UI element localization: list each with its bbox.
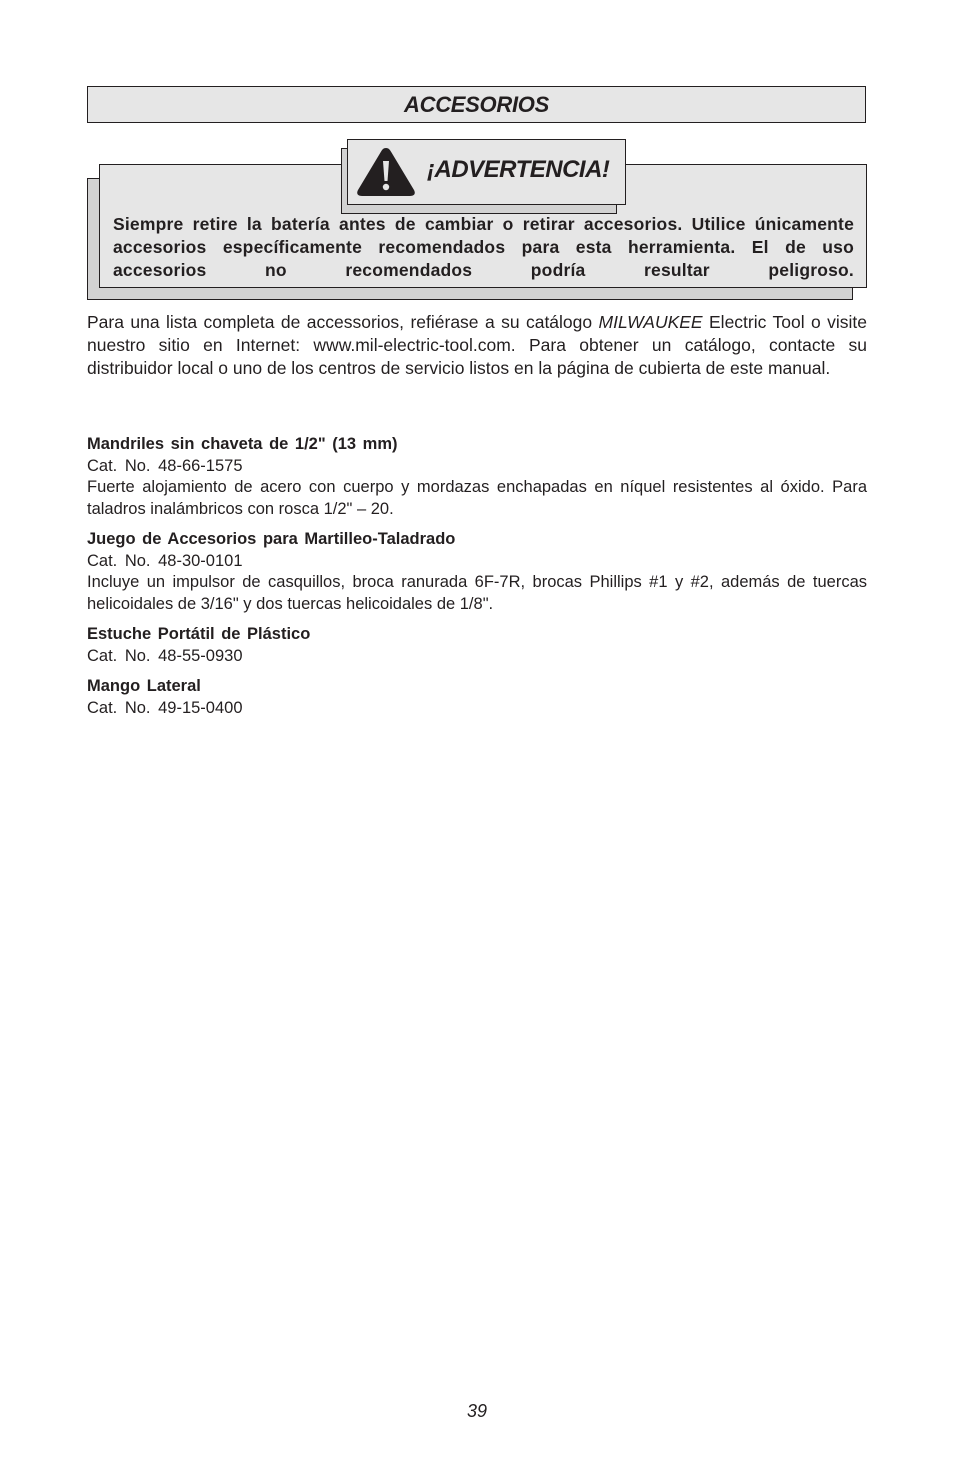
accessory-item bbox=[87, 434, 867, 520]
warning-triangle-icon bbox=[353, 144, 419, 199]
accessory-cat-no: Cat. No. 48-55-0930 bbox=[87, 646, 243, 665]
page-number: 39 bbox=[466, 1401, 488, 1421]
intro-text-after: Electric Tool o visite nuestro sitio en Internet: www.mil-electric-tool.com. Para obtener un catálogo, contacte su distribuidor local o uno de los centros de servicio listos en la página de cubierta de este manual. bbox=[87, 312, 867, 378]
intro-paragraph bbox=[87, 311, 867, 380]
accessory-cat-no: Cat. No. 48-66-1575 bbox=[87, 456, 243, 475]
accessory-title: Mango Lateral bbox=[87, 677, 201, 695]
accessory-title: Estuche Portátil de Plástico bbox=[87, 625, 311, 643]
accessory-description: Fuerte alojamiento de acero con cuerpo y mordazas enchapadas en níquel resistentes al óxido. Para taladros inalámbricos con rosca 1/2" – 20. bbox=[87, 478, 867, 518]
accessory-item bbox=[87, 676, 867, 719]
accessory-description: Incluye un impulsor de casquillos, broca ranurada 6F-7R, brocas Phillips #1 y #2, además de tuercas helicoidales de 3/16" y dos tuercas helicoidales de 1/8". bbox=[87, 573, 867, 613]
accessory-title: Mandriles sin chaveta de 1/2" (13 mm) bbox=[87, 435, 398, 453]
warning-title: ¡ADVERTENCIA! bbox=[427, 156, 610, 183]
accessory-item bbox=[87, 529, 867, 615]
brand-name: MILWAUKEE bbox=[598, 312, 703, 332]
warning-text: Siempre retire la batería antes de cambiar o retirar accesorios. Utilice únicamente accesorios específicamente recomendados para esta herramienta. El de uso accesorios no recomendados podría resultar peligroso. bbox=[113, 214, 854, 280]
accessory-cat-no: Cat. No. 49-15-0400 bbox=[87, 698, 243, 717]
intro-text-before: Para una lista completa de accessorios, refiérase a su catálogo bbox=[87, 312, 599, 332]
accessory-list bbox=[87, 434, 867, 728]
section-title: ACCESORIOS bbox=[404, 92, 549, 117]
section-header bbox=[87, 86, 866, 123]
accessory-title: Juego de Accesorios para Martilleo-Taladrado bbox=[87, 530, 456, 548]
accessory-cat-no: Cat. No. 48-30-0101 bbox=[87, 551, 243, 570]
accessory-item bbox=[87, 624, 867, 667]
